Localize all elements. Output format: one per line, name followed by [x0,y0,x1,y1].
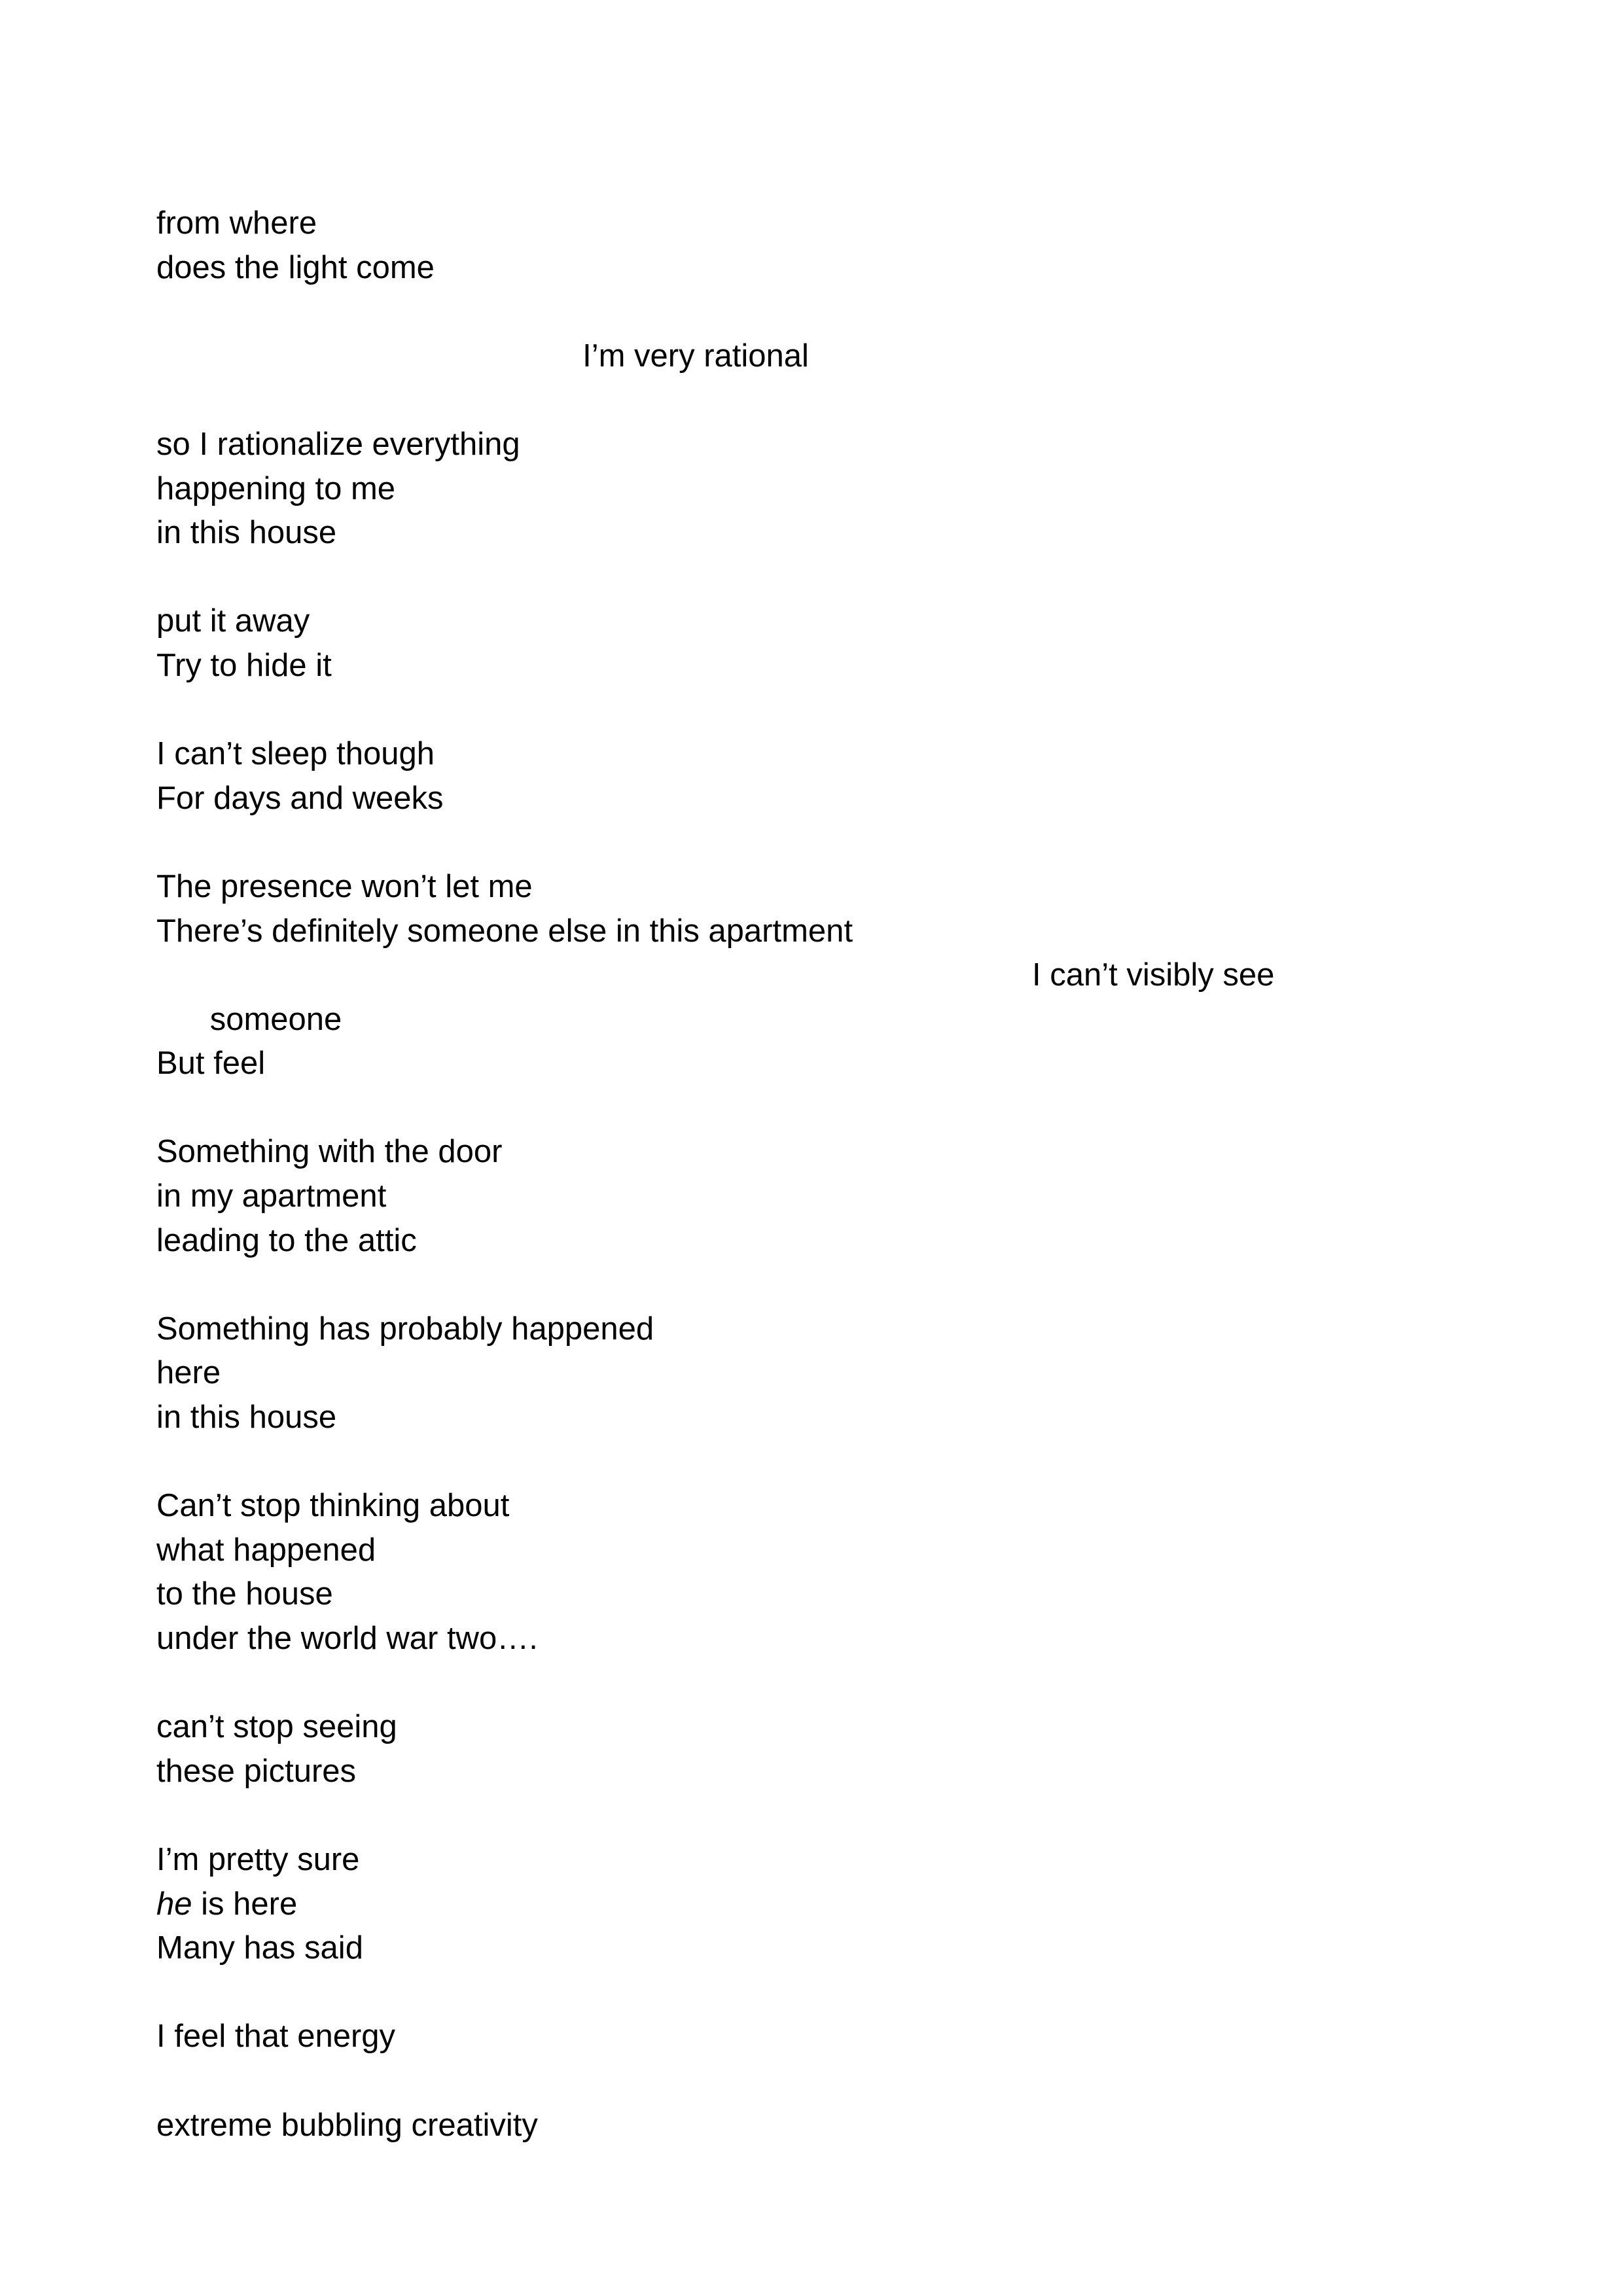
blank-line [156,1440,1465,1485]
poem-line: does the light come [156,249,435,285]
poem-line: Try to hide it [156,647,332,683]
poem-line: put it away [156,603,310,639]
poem-line: There’s definitely someone else in this apartment [156,913,853,949]
blank-line [156,688,1465,733]
blank-line [156,1971,1465,2015]
centered-line [0,334,1309,379]
italic-he: he [156,1886,192,1922]
poem-text [156,202,1465,2147]
poem-line: to the house [156,1576,333,1612]
poem-line: For days and weeks [156,780,444,816]
blank-line [156,1263,1465,1307]
poem-line: in my apartment [156,1178,387,1214]
blank-line [156,378,1465,423]
blank-line [156,998,1465,1042]
poem-line: from where [156,205,317,241]
split-line-right: I can’t visibly see [1032,957,1275,993]
blank-line [156,821,1465,865]
poem-line: Something has probably happened [156,1311,654,1347]
poem-line: in this house [156,1400,337,1436]
blank-line [156,1086,1465,1131]
blank-line [156,1661,1465,1706]
poem-line: happening to me [156,470,396,506]
blank-line [156,2059,1465,2104]
blank-line [156,556,1465,600]
poem-line: I can’t sleep though [156,736,435,772]
blank-line [156,1793,1465,1838]
poem-line: these pictures [156,1753,357,1789]
blank-line [156,290,1465,334]
poem-line: I feel that energy [156,2019,396,2055]
poem-line: But feel [156,1046,266,1082]
poem-line: I’m very rational [582,338,809,374]
poem-line: I’m pretty sure [156,1841,360,1877]
he-line-rest: is here [192,1886,298,1922]
poem-line: Can’t stop thinking about [156,1488,510,1524]
split-line-left: someone [209,1001,342,1037]
poem-line: extreme bubbling creativity [156,2107,538,2143]
poem-line: so I rationalize everything [156,426,520,462]
poem-line: here [156,1355,221,1391]
he-line [156,1882,1465,1927]
poem-line: leading to the attic [156,1222,417,1258]
poem-line: can’t stop seeing [156,1709,397,1745]
poem-line: Many has said [156,1930,363,1966]
poem-line: Something with the door [156,1134,503,1170]
poem-line: in this house [156,515,337,551]
split-line [156,953,1465,1037]
poem-line: under the world war two…. [156,1621,538,1656]
poem-line: The presence won’t let me [156,868,533,904]
poem-line: what happened [156,1532,376,1568]
